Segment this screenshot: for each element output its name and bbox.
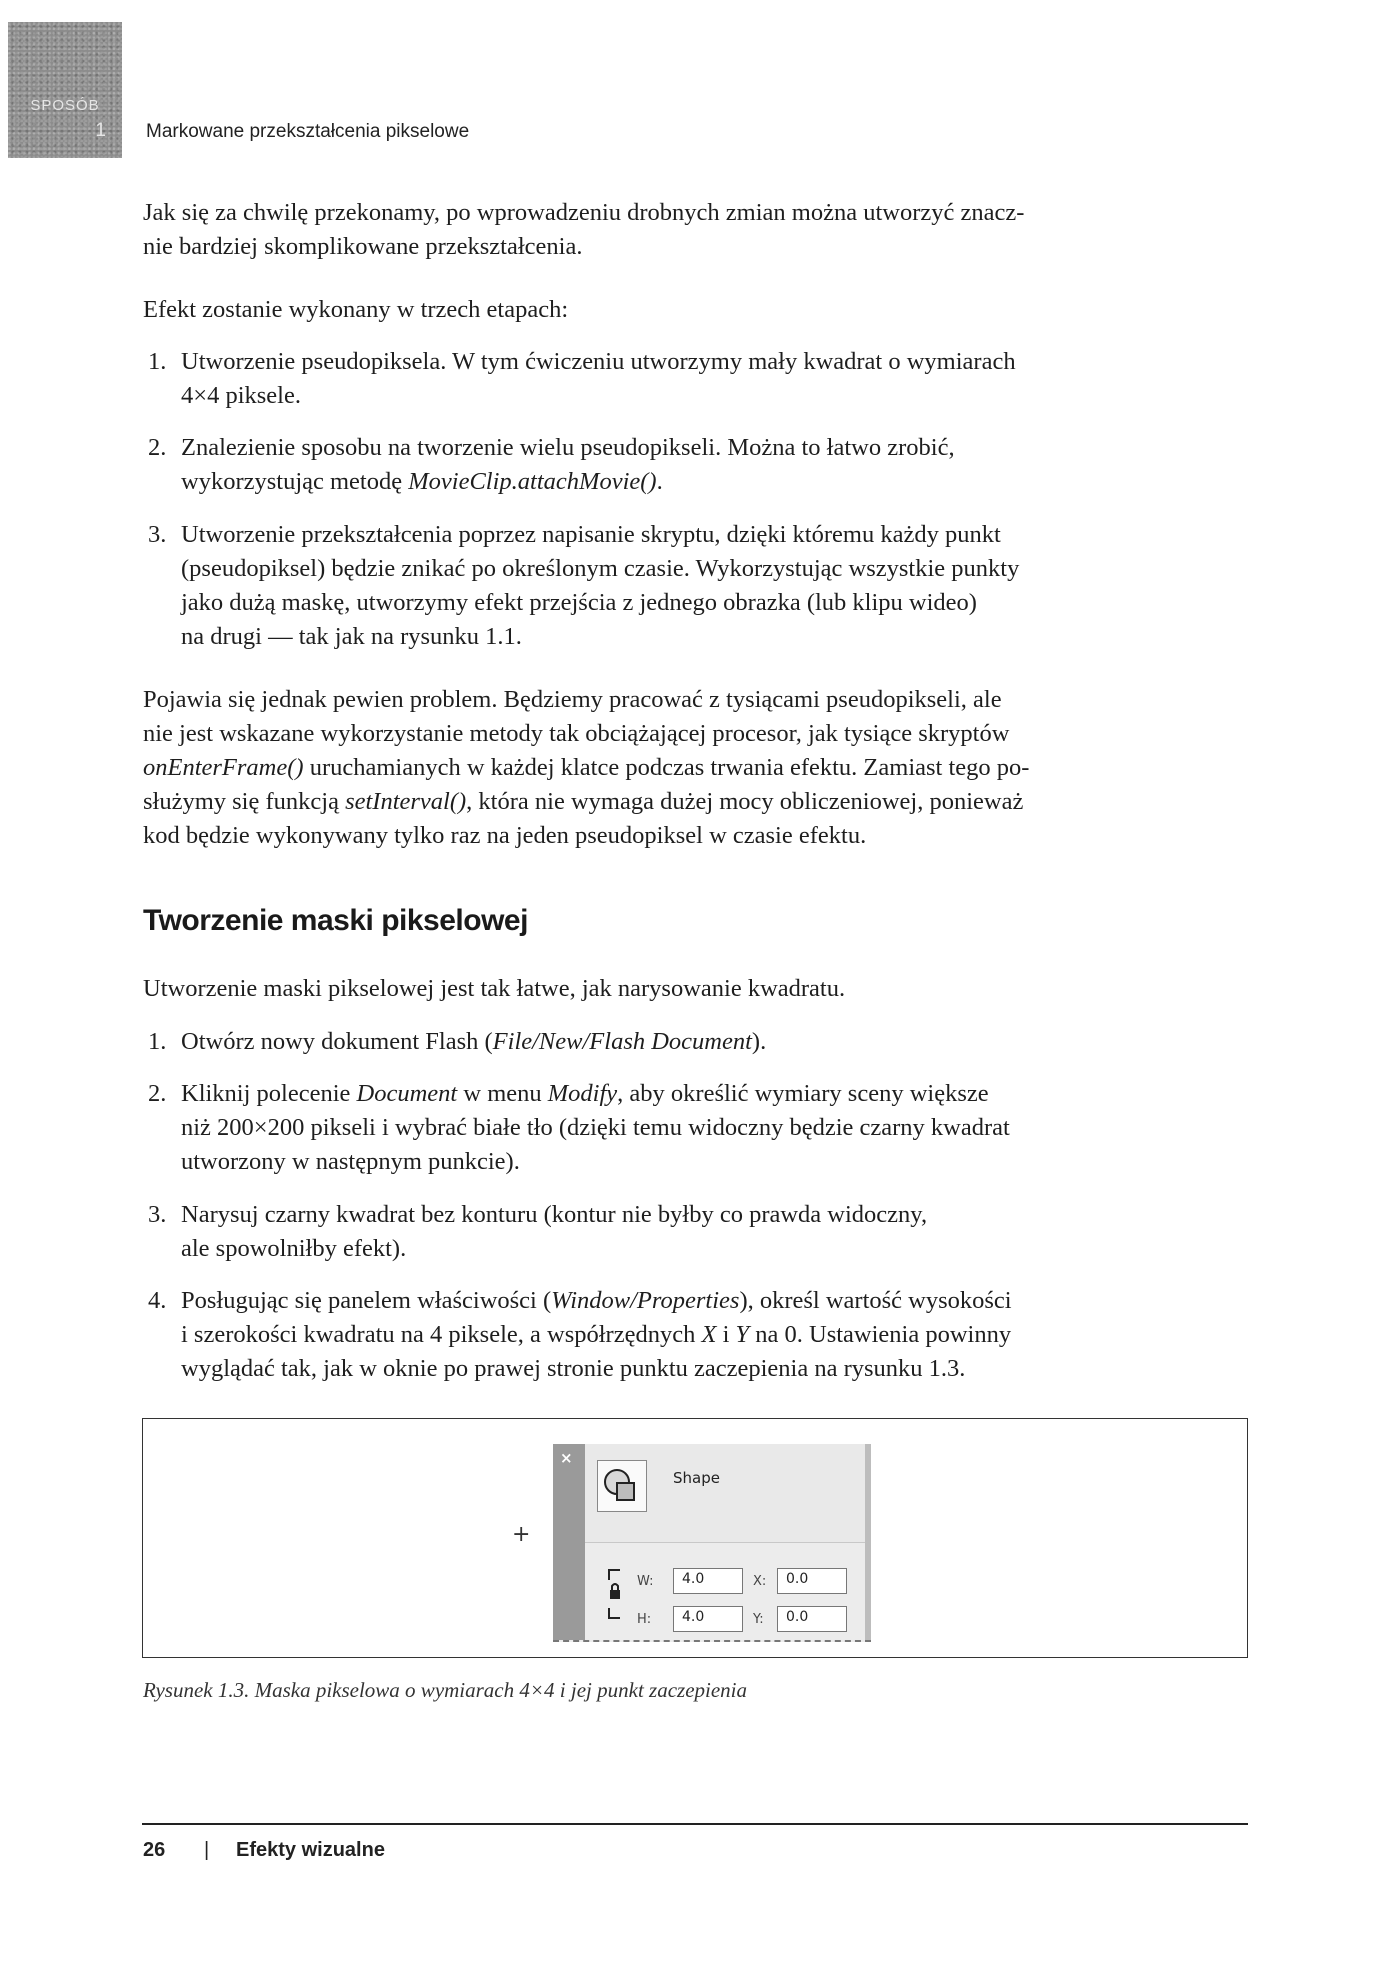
x-field[interactable]: 0.0 bbox=[777, 1568, 847, 1594]
list-item bbox=[181, 345, 1251, 413]
section-heading: Tworzenie maski pikselowej bbox=[143, 904, 528, 937]
figure-caption: Rysunek 1.3. Maska pikselowa o wymiarach 4×4 i jej punkt zaczepienia bbox=[143, 1678, 748, 1702]
shape-icon bbox=[597, 1460, 647, 1512]
text-span: , która nie wymaga dużej mocy obliczeniowej, ponieważ bbox=[466, 788, 1024, 815]
text-line: utworzony w następnym punkcie). bbox=[181, 1148, 520, 1175]
text-span: ). bbox=[751, 1028, 767, 1055]
text-line: kod będzie wykonywany tylko raz na jeden pseudopiksel w czasie efektu. bbox=[143, 822, 867, 849]
text-line: niż 200×200 pikseli i wybrać białe tło (dzięki temu widoczny będzie czarny kwadrat bbox=[181, 1114, 1010, 1141]
section-intro: Utworzenie maski pikselowej jest tak łatwe, jak narysowanie kwadratu. bbox=[143, 975, 846, 1002]
text-line: jako dużą maskę, utworzymy efekt przejścia z jednego obrazka (lub klipu wideo) bbox=[181, 589, 977, 616]
text-span: , aby określić wymiary sceny większe bbox=[617, 1080, 989, 1107]
problem-paragraph bbox=[143, 683, 1251, 853]
text-line: Znalezienie sposobu na tworzenie wielu pseudopikseli. Można to łatwo zrobić, bbox=[181, 434, 955, 461]
text-line bbox=[181, 1284, 1251, 1318]
y-field[interactable]: 0.0 bbox=[777, 1606, 847, 1632]
running-head: Markowane przekształcenia pikselowe bbox=[146, 121, 470, 142]
height-field[interactable]: 4.0 bbox=[673, 1606, 743, 1632]
text-span: i bbox=[716, 1321, 736, 1348]
text-line: Utworzenie pseudopiksela. W tym ćwiczeniu utworzymy mały kwadrat o wymiarach bbox=[181, 348, 1016, 375]
text-line bbox=[181, 1318, 1251, 1352]
width-label: W: bbox=[637, 1574, 654, 1589]
text-line bbox=[181, 1025, 1251, 1059]
text-line bbox=[181, 465, 1251, 499]
list-item bbox=[181, 431, 1251, 499]
width-field[interactable]: 4.0 bbox=[673, 1568, 743, 1594]
list-number: 2. bbox=[148, 1080, 167, 1107]
properties-panel bbox=[553, 1444, 871, 1642]
text-line: (pseudopiksel) będzie znikać po określonym czasie. Wykorzystując wszystkie punkty bbox=[181, 555, 1020, 582]
list-number: 1. bbox=[148, 348, 167, 375]
text-line: wyglądać tak, jak w oknie po prawej stronie punktu zaczepienia na rysunku 1.3. bbox=[181, 1355, 966, 1382]
text-span: . bbox=[656, 468, 663, 495]
list-number: 4. bbox=[148, 1287, 167, 1314]
text-line: na drugi — tak jak na rysunku 1.1. bbox=[181, 623, 522, 650]
code-reference: setInterval() bbox=[345, 788, 467, 815]
text-span: Posługując się panelem właściwości ( bbox=[181, 1287, 552, 1314]
text-span: Kliknij polecenie bbox=[181, 1080, 357, 1107]
text-span: w menu bbox=[457, 1080, 548, 1107]
chapter-tab-number: 1 bbox=[95, 120, 106, 141]
menu-command: Document bbox=[356, 1080, 458, 1107]
lock-icon[interactable] bbox=[605, 1566, 625, 1624]
text-line: nie bardziej skomplikowane przekształcenia. bbox=[143, 233, 583, 260]
chapter-tab-label: SPOSÓB bbox=[30, 97, 100, 114]
footer-separator: | bbox=[204, 1839, 210, 1861]
text-line: Pojawia się jednak pewien problem. Będziemy pracować z tysiącami pseudopikseli, ale bbox=[143, 686, 1002, 713]
text-line bbox=[143, 751, 1251, 785]
list-item bbox=[181, 1077, 1251, 1179]
list-number: 3. bbox=[148, 521, 167, 548]
text-span: i szerokości kwadratu na 4 piksele, a współrzędnych bbox=[181, 1321, 702, 1348]
list-number: 2. bbox=[148, 434, 167, 461]
text-line bbox=[143, 785, 1251, 819]
text-line: nie jest wskazane wykorzystanie metody tak obciążającej procesor, jak tysiące skryptów bbox=[143, 720, 1010, 747]
shape-label: Shape bbox=[673, 1469, 720, 1487]
chapter-tab bbox=[8, 22, 122, 158]
text-span: służymy się funkcją bbox=[143, 788, 346, 815]
registration-point-icon: + bbox=[512, 1522, 531, 1547]
menu-path: File/New/Flash Document bbox=[492, 1028, 752, 1055]
list-item bbox=[181, 518, 1251, 654]
book-title: Efekty wizualne bbox=[236, 1839, 385, 1861]
text-span: ), określ wartość wysokości bbox=[739, 1287, 1012, 1314]
list-number: 1. bbox=[148, 1028, 167, 1055]
intro-paragraph-2: Efekt zostanie wykonany w trzech etapach: bbox=[143, 296, 569, 323]
text-line: ale spowolniłby efekt). bbox=[181, 1235, 407, 1262]
x-label: X: bbox=[753, 1574, 767, 1589]
code-reference: onEnterFrame() bbox=[143, 754, 304, 781]
list-item bbox=[181, 1284, 1251, 1386]
text-span: wykorzystując metodę bbox=[181, 468, 409, 495]
text-line: 4×4 piksele. bbox=[181, 382, 301, 409]
code-reference: MovieClip.attachMovie() bbox=[408, 468, 657, 495]
list-item bbox=[181, 1198, 1251, 1266]
y-label: Y: bbox=[753, 1612, 764, 1627]
text-span: na 0. Ustawienia powinny bbox=[749, 1321, 1012, 1348]
panel-scrollbar[interactable] bbox=[865, 1444, 871, 1640]
menu-name: Modify bbox=[547, 1080, 618, 1107]
text-span: Otwórz nowy dokument Flash ( bbox=[181, 1028, 493, 1055]
text-line bbox=[181, 1077, 1251, 1111]
intro-paragraph bbox=[143, 196, 1251, 264]
text-line: Utworzenie przekształcenia poprzez napisanie skryptu, dzięki któremu każdy punkt bbox=[181, 521, 1001, 548]
footer-rule bbox=[142, 1823, 1248, 1825]
text-line: Narysuj czarny kwadrat bez konturu (kontur nie byłby co prawda widoczny, bbox=[181, 1201, 928, 1228]
text-line: Jak się za chwilę przekonamy, po wprowadzeniu drobnych zmian można utworzyć znacz- bbox=[143, 199, 1025, 226]
page-number: 26 bbox=[143, 1839, 166, 1861]
height-label: H: bbox=[637, 1612, 652, 1627]
text-span: uruchamianych w każdej klatce podczas trwania efektu. Zamiast tego po- bbox=[303, 754, 1030, 781]
variable: Y bbox=[735, 1321, 750, 1348]
list-item bbox=[181, 1025, 1251, 1059]
list-number: 3. bbox=[148, 1201, 167, 1228]
close-icon[interactable]: × bbox=[560, 1449, 573, 1467]
variable: X bbox=[701, 1321, 717, 1348]
menu-path: Window/Properties bbox=[551, 1287, 740, 1314]
panel-collapse-strip[interactable] bbox=[553, 1444, 585, 1640]
